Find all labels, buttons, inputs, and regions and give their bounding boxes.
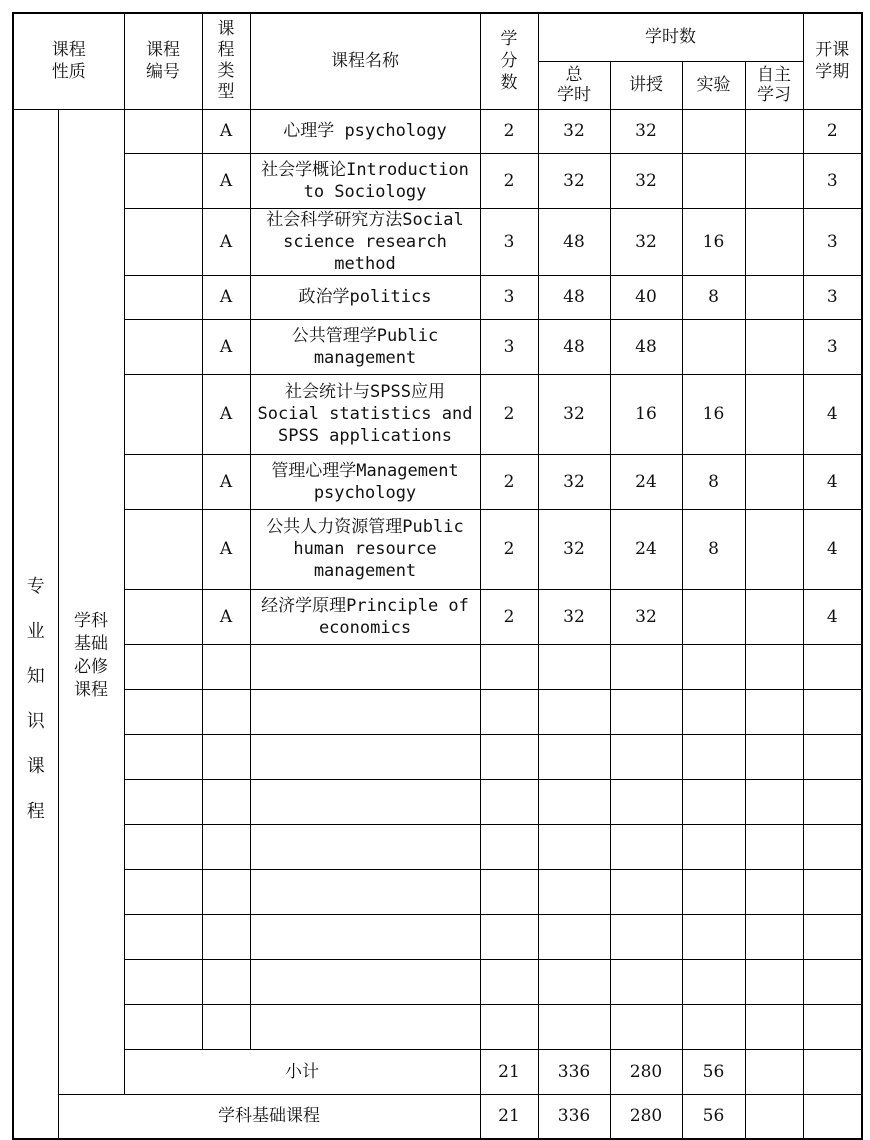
course-name: 管理心理学Management psychology bbox=[250, 454, 480, 509]
course-total-hours: 48 bbox=[538, 275, 610, 319]
empty-cell bbox=[538, 869, 610, 914]
empty-cell bbox=[202, 644, 250, 689]
course-semester: 4 bbox=[803, 589, 862, 644]
course-code bbox=[124, 454, 202, 509]
course-lecture-hours: 32 bbox=[610, 208, 682, 275]
subcategory-label: 学科 基础 必修 课程 bbox=[74, 610, 108, 700]
subcategory-cell bbox=[58, 109, 124, 1094]
course-total-hours: 32 bbox=[538, 374, 610, 454]
course-credits: 3 bbox=[480, 319, 538, 374]
course-self-study-hours bbox=[745, 454, 803, 509]
course-code bbox=[124, 153, 202, 208]
empty-row bbox=[13, 734, 862, 779]
course-name: 公共人力资源管理Public human resource management bbox=[250, 509, 480, 589]
header-nature-text: 课程 性质 bbox=[51, 40, 86, 83]
empty-cell bbox=[480, 689, 538, 734]
course-code bbox=[124, 275, 202, 319]
course-credits: 2 bbox=[480, 509, 538, 589]
empty-cell bbox=[538, 779, 610, 824]
empty-cell bbox=[745, 959, 803, 1004]
empty-cell bbox=[682, 779, 745, 824]
course-semester: 2 bbox=[803, 109, 862, 153]
empty-row bbox=[13, 914, 862, 959]
header-type-text: 课 程 类 型 bbox=[217, 19, 235, 103]
total-self-study-hours bbox=[745, 1094, 803, 1139]
empty-row bbox=[13, 959, 862, 1004]
total-semester bbox=[803, 1094, 862, 1139]
empty-cell bbox=[202, 779, 250, 824]
empty-cell bbox=[682, 689, 745, 734]
empty-cell bbox=[803, 824, 862, 869]
course-credits: 2 bbox=[480, 374, 538, 454]
empty-cell bbox=[682, 644, 745, 689]
course-name: 公共管理学Public management bbox=[250, 319, 480, 374]
empty-cell bbox=[480, 734, 538, 779]
course-lab-hours bbox=[682, 319, 745, 374]
empty-cell bbox=[745, 689, 803, 734]
empty-cell bbox=[803, 959, 862, 1004]
course-credits: 3 bbox=[480, 208, 538, 275]
empty-cell bbox=[745, 734, 803, 779]
course-name: 社会科学研究方法Social science research method bbox=[250, 208, 480, 275]
empty-cell bbox=[202, 824, 250, 869]
empty-cell bbox=[610, 1004, 682, 1049]
empty-cell bbox=[202, 869, 250, 914]
course-self-study-hours bbox=[745, 509, 803, 589]
header-credits-text: 学 分 数 bbox=[500, 29, 518, 94]
course-self-study-hours bbox=[745, 275, 803, 319]
category-label: 专 业 知 识 课 程 bbox=[26, 575, 45, 822]
empty-cell bbox=[202, 689, 250, 734]
empty-cell bbox=[124, 1004, 202, 1049]
course-lecture-hours: 16 bbox=[610, 374, 682, 454]
total-lab-hours: 56 bbox=[682, 1094, 745, 1139]
empty-cell bbox=[480, 1004, 538, 1049]
course-lab-hours: 8 bbox=[682, 454, 745, 509]
subtotal-semester bbox=[803, 1049, 862, 1094]
course-type: A bbox=[202, 153, 250, 208]
course-lab-hours: 16 bbox=[682, 374, 745, 454]
header-total-hours-text: 总 学时 bbox=[557, 64, 591, 105]
subtotal-self-study-hours bbox=[745, 1049, 803, 1094]
empty-row bbox=[13, 644, 862, 689]
empty-cell bbox=[480, 959, 538, 1004]
course-lab-hours bbox=[682, 589, 745, 644]
category-cell bbox=[13, 109, 58, 1139]
table-row bbox=[13, 109, 862, 153]
empty-cell bbox=[610, 914, 682, 959]
course-total-hours: 32 bbox=[538, 153, 610, 208]
empty-cell bbox=[803, 914, 862, 959]
header-type bbox=[202, 13, 250, 109]
empty-cell bbox=[803, 644, 862, 689]
course-lecture-hours: 32 bbox=[610, 109, 682, 153]
empty-cell bbox=[538, 824, 610, 869]
table-row bbox=[13, 374, 862, 454]
course-semester: 4 bbox=[803, 374, 862, 454]
empty-cell bbox=[803, 779, 862, 824]
course-self-study-hours bbox=[745, 153, 803, 208]
course-self-study-hours bbox=[745, 208, 803, 275]
empty-cell bbox=[610, 689, 682, 734]
empty-cell bbox=[124, 959, 202, 1004]
course-credits: 3 bbox=[480, 275, 538, 319]
total-credits: 21 bbox=[480, 1094, 538, 1139]
empty-cell bbox=[538, 689, 610, 734]
empty-cell bbox=[250, 914, 480, 959]
empty-cell bbox=[610, 824, 682, 869]
course-type: A bbox=[202, 208, 250, 275]
empty-cell bbox=[610, 734, 682, 779]
table-row bbox=[13, 153, 862, 208]
empty-cell bbox=[202, 959, 250, 1004]
course-semester: 3 bbox=[803, 208, 862, 275]
empty-cell bbox=[803, 869, 862, 914]
total-lecture-hours: 280 bbox=[610, 1094, 682, 1139]
empty-cell bbox=[538, 914, 610, 959]
empty-row bbox=[13, 779, 862, 824]
empty-cell bbox=[745, 824, 803, 869]
empty-cell bbox=[250, 689, 480, 734]
empty-cell bbox=[745, 779, 803, 824]
empty-cell bbox=[538, 734, 610, 779]
table-row bbox=[13, 509, 862, 589]
course-total-hours: 32 bbox=[538, 509, 610, 589]
empty-cell bbox=[250, 779, 480, 824]
header-self-study-text: 自主 学习 bbox=[757, 64, 791, 105]
total-total-hours: 336 bbox=[538, 1094, 610, 1139]
course-lab-hours bbox=[682, 109, 745, 153]
empty-cell bbox=[745, 914, 803, 959]
course-type: A bbox=[202, 509, 250, 589]
course-lecture-hours: 48 bbox=[610, 319, 682, 374]
course-self-study-hours bbox=[745, 319, 803, 374]
empty-cell bbox=[480, 644, 538, 689]
total-label: 学科基础课程 bbox=[58, 1094, 480, 1139]
course-total-hours: 48 bbox=[538, 208, 610, 275]
course-code bbox=[124, 374, 202, 454]
course-lecture-hours: 24 bbox=[610, 509, 682, 589]
course-lab-hours: 8 bbox=[682, 509, 745, 589]
empty-cell bbox=[480, 824, 538, 869]
empty-cell bbox=[610, 869, 682, 914]
course-total-hours: 32 bbox=[538, 589, 610, 644]
empty-cell bbox=[682, 959, 745, 1004]
empty-cell bbox=[202, 1004, 250, 1049]
table-row bbox=[13, 319, 862, 374]
empty-cell bbox=[682, 734, 745, 779]
course-name: 社会统计与SPSS应用 Social statistics and SPSS applications bbox=[250, 374, 480, 454]
empty-row bbox=[13, 869, 862, 914]
course-total-hours: 32 bbox=[538, 109, 610, 153]
course-semester: 3 bbox=[803, 319, 862, 374]
course-lecture-hours: 32 bbox=[610, 153, 682, 208]
empty-cell bbox=[610, 959, 682, 1004]
header-lab: 实验 bbox=[682, 61, 745, 109]
empty-cell bbox=[480, 914, 538, 959]
empty-cell bbox=[538, 644, 610, 689]
empty-cell bbox=[250, 1004, 480, 1049]
course-code bbox=[124, 589, 202, 644]
course-type: A bbox=[202, 109, 250, 153]
course-total-hours: 32 bbox=[538, 454, 610, 509]
course-semester: 3 bbox=[803, 153, 862, 208]
header-semester bbox=[803, 13, 862, 109]
empty-cell bbox=[610, 779, 682, 824]
empty-cell bbox=[250, 869, 480, 914]
course-semester: 3 bbox=[803, 275, 862, 319]
course-code bbox=[124, 509, 202, 589]
table-row bbox=[13, 454, 862, 509]
empty-cell bbox=[480, 869, 538, 914]
empty-cell bbox=[745, 869, 803, 914]
empty-cell bbox=[610, 644, 682, 689]
course-credits: 2 bbox=[480, 589, 538, 644]
header-semester-text: 开课 学期 bbox=[815, 40, 850, 83]
header-name: 课程名称 bbox=[250, 13, 480, 109]
empty-cell bbox=[682, 869, 745, 914]
course-total-hours: 48 bbox=[538, 319, 610, 374]
course-credits: 2 bbox=[480, 153, 538, 208]
course-lecture-hours: 40 bbox=[610, 275, 682, 319]
course-self-study-hours bbox=[745, 589, 803, 644]
subtotal-total-hours: 336 bbox=[538, 1049, 610, 1094]
header-self-study bbox=[745, 61, 803, 109]
header-nature bbox=[13, 13, 124, 109]
subtotal-credits: 21 bbox=[480, 1049, 538, 1094]
course-type: A bbox=[202, 374, 250, 454]
course-name: 经济学原理Principle of economics bbox=[250, 589, 480, 644]
subtotal-label: 小计 bbox=[124, 1049, 480, 1094]
course-type: A bbox=[202, 275, 250, 319]
empty-cell bbox=[538, 959, 610, 1004]
empty-cell bbox=[745, 1004, 803, 1049]
course-self-study-hours bbox=[745, 374, 803, 454]
empty-cell bbox=[803, 1004, 862, 1049]
empty-cell bbox=[202, 914, 250, 959]
empty-cell bbox=[250, 644, 480, 689]
empty-cell bbox=[124, 734, 202, 779]
table-row bbox=[13, 275, 862, 319]
subtotal-lab-hours: 56 bbox=[682, 1049, 745, 1094]
empty-cell bbox=[538, 1004, 610, 1049]
header-code-text: 课程 编号 bbox=[146, 40, 180, 83]
course-code bbox=[124, 109, 202, 153]
empty-cell bbox=[124, 779, 202, 824]
empty-cell bbox=[682, 914, 745, 959]
empty-cell bbox=[250, 959, 480, 1004]
course-name: 社会学概论Introduction to Sociology bbox=[250, 153, 480, 208]
course-semester: 4 bbox=[803, 509, 862, 589]
empty-cell bbox=[250, 824, 480, 869]
course-type: A bbox=[202, 589, 250, 644]
course-credits: 2 bbox=[480, 454, 538, 509]
course-lecture-hours: 24 bbox=[610, 454, 682, 509]
empty-cell bbox=[202, 734, 250, 779]
course-lecture-hours: 32 bbox=[610, 589, 682, 644]
empty-row bbox=[13, 824, 862, 869]
course-name: 心理学 psychology bbox=[250, 109, 480, 153]
empty-cell bbox=[745, 644, 803, 689]
table-row bbox=[13, 589, 862, 644]
empty-cell bbox=[480, 779, 538, 824]
header-hours: 学时数 bbox=[538, 13, 803, 61]
empty-row bbox=[13, 1004, 862, 1049]
course-lab-hours: 16 bbox=[682, 208, 745, 275]
subtotal-lecture-hours: 280 bbox=[610, 1049, 682, 1094]
empty-row bbox=[13, 689, 862, 734]
header-total-hours bbox=[538, 61, 610, 109]
course-self-study-hours bbox=[745, 109, 803, 153]
course-name: 政治学politics bbox=[250, 275, 480, 319]
course-type: A bbox=[202, 319, 250, 374]
course-lab-hours: 8 bbox=[682, 275, 745, 319]
empty-cell bbox=[803, 689, 862, 734]
empty-cell bbox=[124, 644, 202, 689]
empty-cell bbox=[124, 824, 202, 869]
course-table bbox=[12, 12, 863, 1140]
course-lab-hours bbox=[682, 153, 745, 208]
empty-cell bbox=[803, 734, 862, 779]
header-lecture: 讲授 bbox=[610, 61, 682, 109]
subtotal-row bbox=[13, 1049, 862, 1094]
empty-cell bbox=[124, 689, 202, 734]
empty-cell bbox=[682, 824, 745, 869]
header-code bbox=[124, 13, 202, 109]
course-code bbox=[124, 208, 202, 275]
course-semester: 4 bbox=[803, 454, 862, 509]
course-credits: 2 bbox=[480, 109, 538, 153]
table-row bbox=[13, 208, 862, 275]
empty-cell bbox=[250, 734, 480, 779]
empty-cell bbox=[682, 1004, 745, 1049]
course-type: A bbox=[202, 454, 250, 509]
empty-cell bbox=[124, 869, 202, 914]
total-row bbox=[13, 1094, 862, 1139]
course-code bbox=[124, 319, 202, 374]
header-credits bbox=[480, 13, 538, 109]
empty-cell bbox=[124, 914, 202, 959]
